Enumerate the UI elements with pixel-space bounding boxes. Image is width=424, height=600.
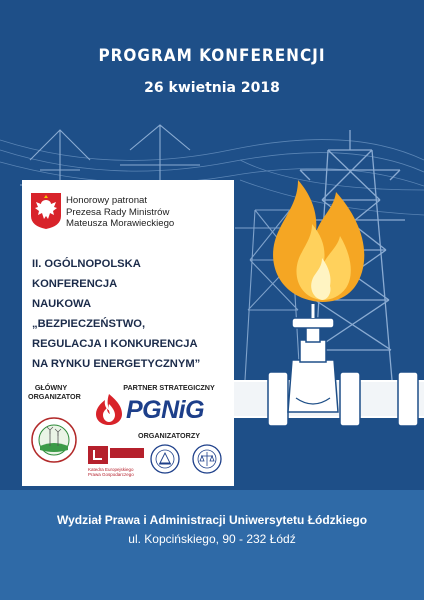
chair-logo-icon [88, 446, 108, 464]
conference-title-line: „BEZPIECZEŃSTWO, [32, 318, 146, 330]
conference-title-line: NAUKOWA [32, 298, 92, 310]
pgnig-logo-text: PGNiG [126, 396, 205, 424]
page-title: PROGRAM KONFERENCJI [98, 46, 326, 66]
conference-title-line: II. OGÓLNOPOLSKA [32, 258, 141, 270]
university-seal-icon [150, 444, 180, 474]
faculty-name: Wydział Prawa i Administracji Uniwersytetu Łódzkiego [56, 513, 368, 527]
main-organizer-label-line-1: GŁÓWNY [34, 383, 68, 392]
pgnig-flame-logo-icon [92, 392, 126, 426]
faculty-address: ul. Kopcińskiego, 90 - 232 Łódź [128, 532, 296, 546]
patronage-text [66, 195, 174, 230]
organizers-label: ORGANIZATORZY [137, 431, 201, 440]
patronage-line-3: Mateusza Morawieckiego [66, 218, 175, 229]
patronage-line-1: Honorowy patronat [66, 195, 148, 206]
conference-title-line: REGULACJA I KONKURENCJA [32, 338, 198, 350]
patronage-line-2: Prezesa Rady Ministrów [66, 206, 170, 218]
organizer-seal-logo-icon [30, 416, 78, 464]
polish-eagle-emblem-icon [30, 192, 62, 230]
main-organizer-label-line-2: ORGANIZATOR [28, 392, 81, 401]
conference-title-line: NA RYNKU ENERGETYCZNYM” [32, 358, 201, 370]
info-card [22, 180, 234, 486]
chair-name [88, 467, 134, 477]
conference-date: 26 kwietnia 2018 [144, 80, 280, 96]
conference-title-line: KONFERENCJA [32, 278, 118, 290]
chair-name-line-1: Katedra Europejskiego [88, 467, 134, 472]
conference-title [32, 254, 200, 374]
flame-icon [273, 180, 364, 302]
faculty-seal-icon [192, 444, 222, 474]
gas-valve-icon [234, 304, 424, 426]
pylon-left [20, 125, 200, 185]
strategic-partner-label: PARTNER STRATEGICZNY [123, 383, 215, 392]
chair-logo-caption [110, 448, 144, 458]
chair-name-line-2: Prawa Gospodarczego [88, 472, 134, 477]
main-organizer-label [28, 383, 81, 401]
